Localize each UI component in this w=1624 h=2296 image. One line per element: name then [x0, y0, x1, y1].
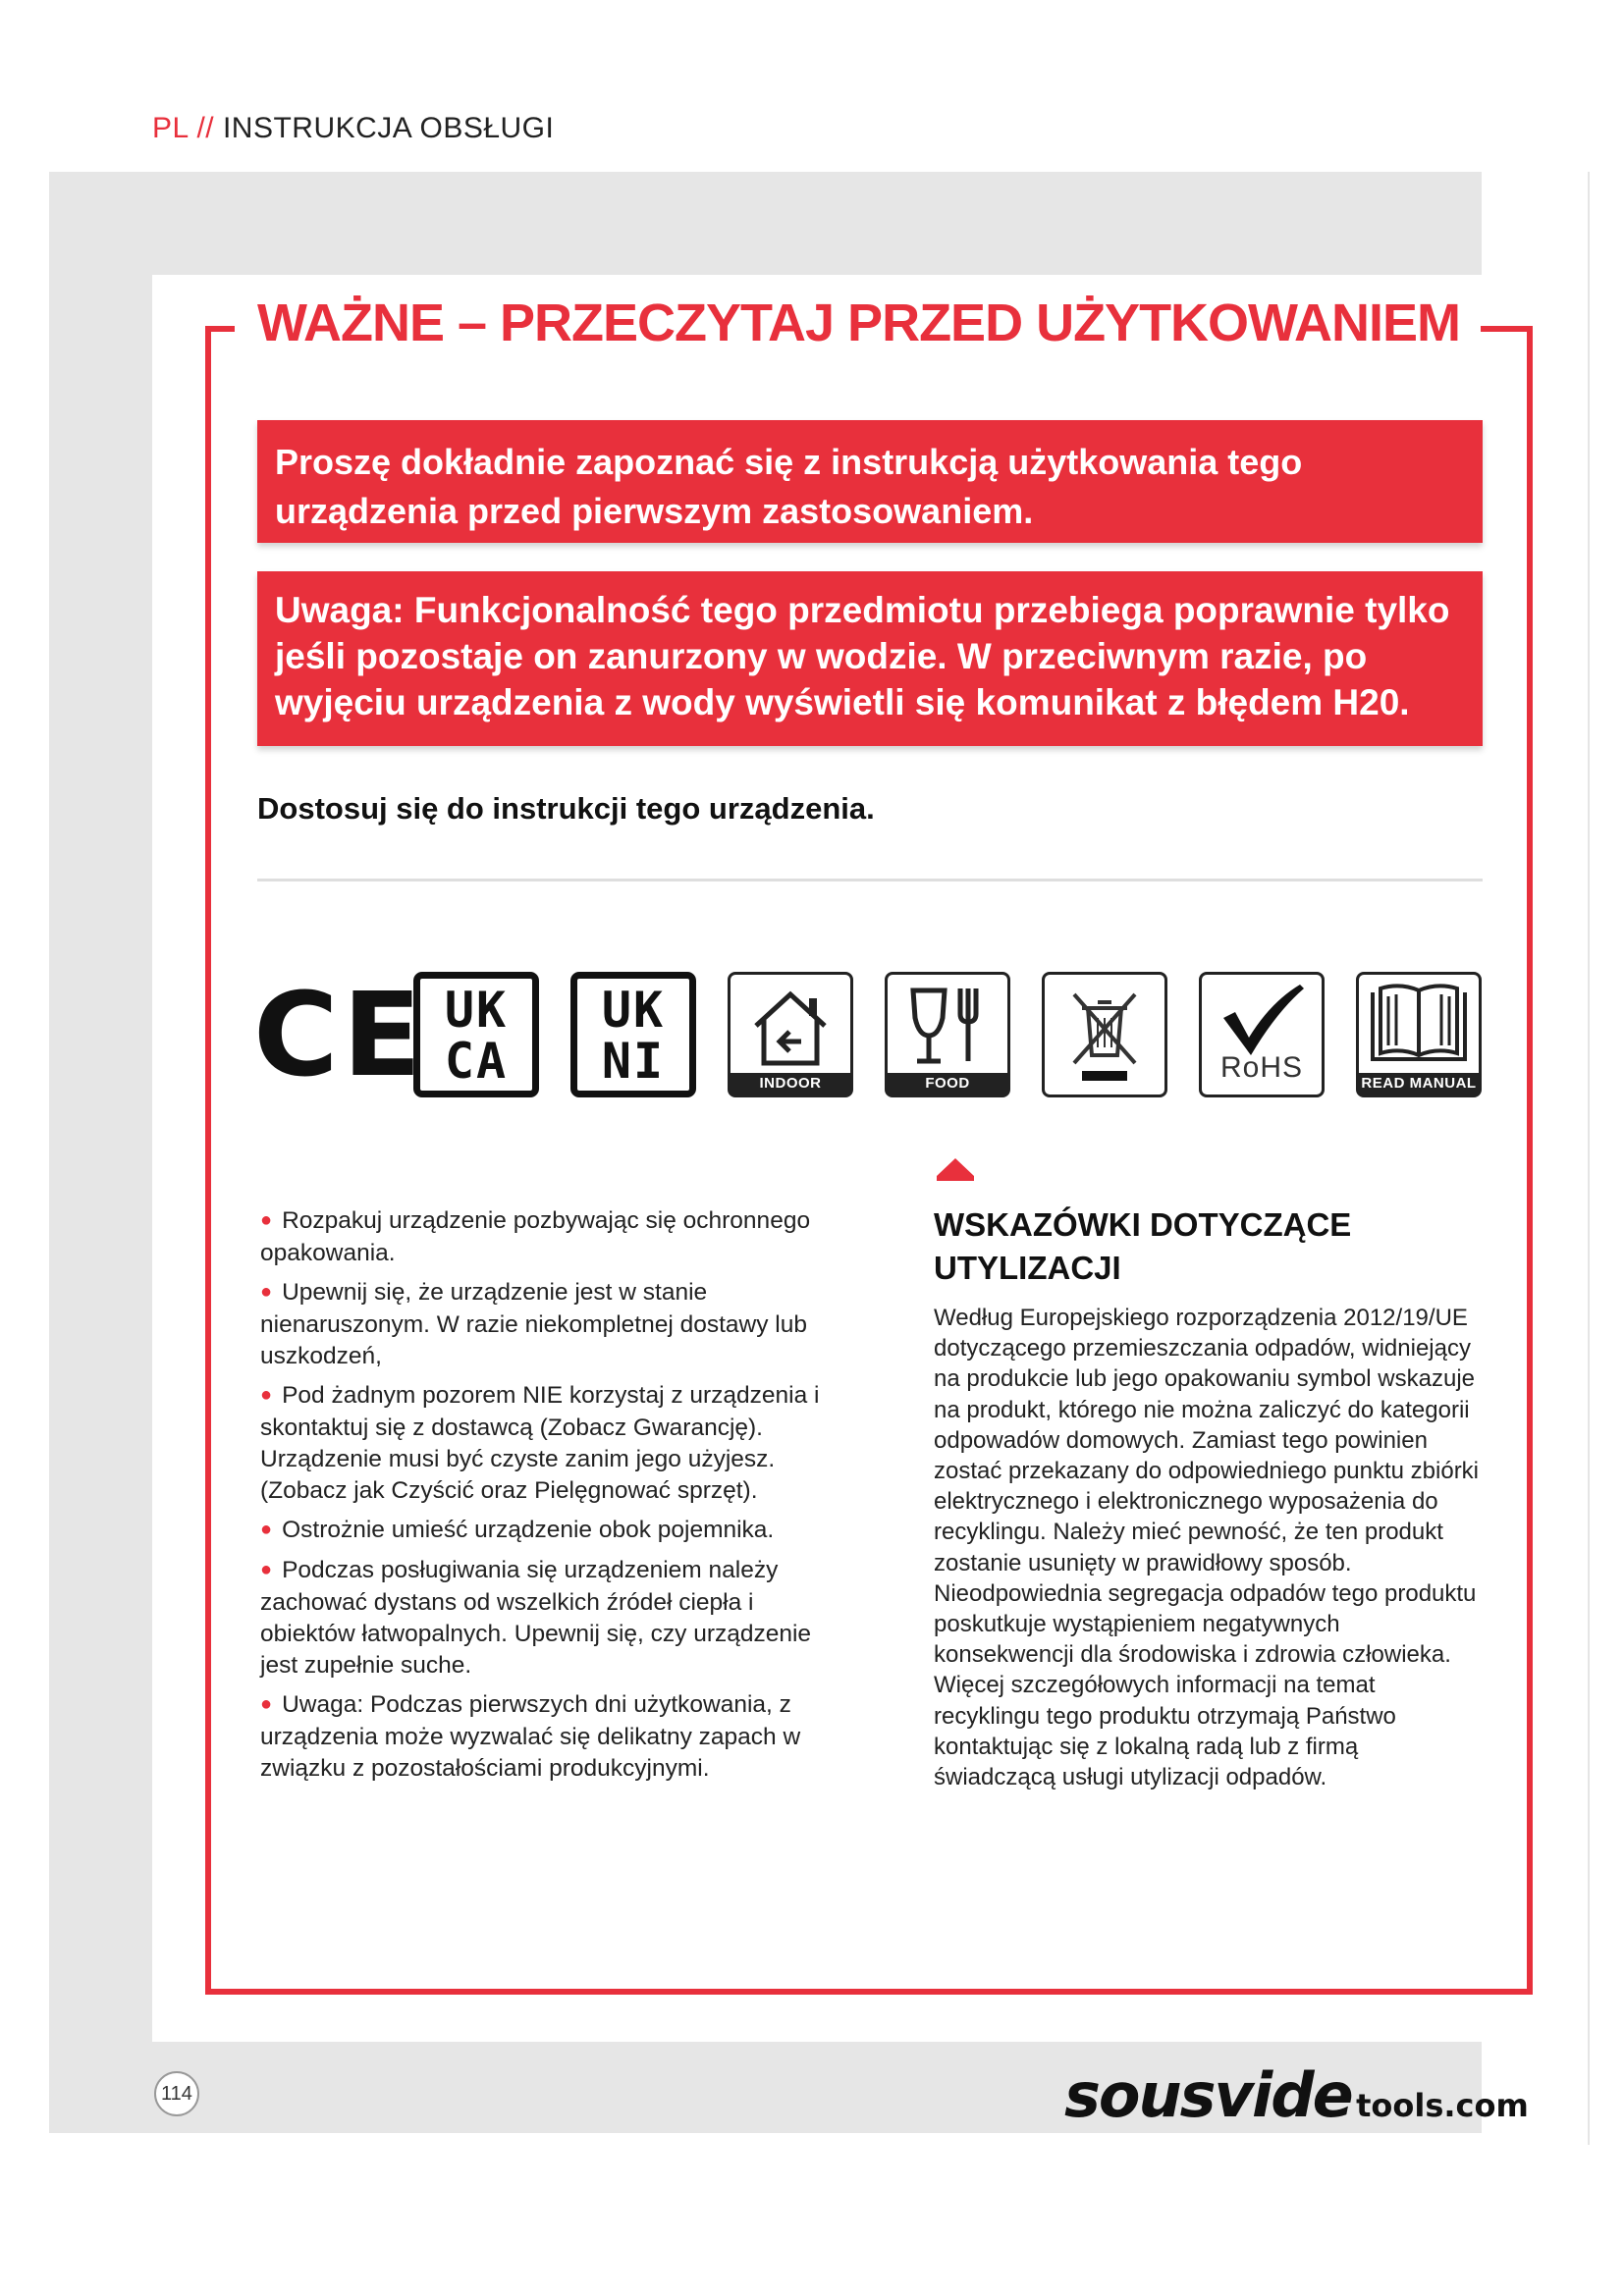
- list-item-text: Ostrożnie umieść urządzenie obok pojemnika.: [282, 1517, 775, 1543]
- list-item: [260, 1277, 849, 1372]
- ukni-bottom-label: NI: [601, 1033, 666, 1090]
- frame-top-left-border: [205, 326, 235, 332]
- bullet-icon: ●: [260, 1384, 273, 1406]
- bullet-icon: ●: [260, 1519, 273, 1540]
- divider: [257, 879, 1483, 881]
- list-item: [260, 1515, 849, 1547]
- bullet-icon: ●: [260, 1281, 273, 1303]
- section-marker-icon: [937, 1158, 974, 1176]
- weee-bin-icon: [1042, 972, 1167, 1097]
- read-manual-icon: [1356, 972, 1482, 1097]
- read-manual-label: READ MANUAL: [1359, 1073, 1479, 1095]
- crossed-bin-icon: [1045, 975, 1164, 1095]
- rohs-icon: [1199, 972, 1325, 1097]
- glass-fork-icon: [888, 975, 1007, 1073]
- notice-box-read-manual: Proszę dokładnie zapoznać się z instrukcją użytkowania tego urządzenia przed pierwszym zastosowaniem.: [257, 420, 1483, 543]
- bullet-icon: ●: [260, 1559, 273, 1580]
- disposal-body: Według Europejskiego rozporządzenia 2012/19/UE dotyczącego przemieszczania odpadów, widniejący na produkcie lub jego opakowaniu symbol wskazuje na produkt, którego nie można zaliczyć do kategorii odpowadów domowych. Zamiast tego powinien zostać przekazany do odpowiedniego punktu zbiórki elektrycznego i elektronicznego wyposażenia do recyklingu. Należy mieć pewność, że ten produkt zostanie usunięty w prawidłowy sposób. Nieodpowiednia segregacja odpadów tego produktu poskutkuje wystąpieniem negatywnych konsekwencji dla środowiska i zdrowia człowieka. Więcej szczegółowych informacji na temat recyklingu tego produktu otrzymają Państwo kontaktując się z lokalną radą lub z firmą świadczącą usługi utylizacji odpadów.: [934, 1305, 1480, 1791]
- notice-subtitle: Dostosuj się do instrukcji tego urządzenia.: [257, 791, 875, 826]
- frame-right-border: [1527, 326, 1533, 1995]
- frame-bottom-border: [205, 1989, 1533, 1995]
- brand-logo: [1064, 2059, 1529, 2131]
- list-item: [260, 1689, 849, 1785]
- food-contact-icon: [885, 972, 1010, 1113]
- list-item-text: Podczas posługiwania się urządzeniem należy zachować dystans od wszelkich źródeł ciepła i obiektów łatwopalnych. Upewnij się, czy urządzenie jest zupełnie suche.: [260, 1557, 812, 1679]
- notice-title: WAŻNE – PRZECZYTAJ PRZED UŻYTKOWANIEM: [257, 294, 1461, 352]
- instructions-list: [260, 1205, 849, 1792]
- list-item-text: Pod żadnym pozorem NIE korzystaj z urządzenia i skontaktuj się z dostawcą (Zobacz Gwarancję). Urządzenie musi być czyste zanim jego użyjesz. (Zobacz jak Czyścić oraz Pielęgnować sprzęt).: [260, 1382, 820, 1504]
- page-edge-rule: [1588, 172, 1590, 2145]
- ukni-mark-icon: [570, 972, 696, 1097]
- notice-box-warning: Uwaga: Funkcjonalność tego przedmiotu przebiega poprawnie tylko jeśli pozostaje on zanurzony w wodzie. W przeciwnym razie, po wyjęciu urządzenia z wody wyświetli się komunikat z błędem H20.: [257, 571, 1483, 746]
- ukca-bottom-label: CA: [444, 1033, 509, 1090]
- rohs-label: RoHS: [1219, 1051, 1304, 1084]
- house-icon: [731, 975, 850, 1073]
- food-contact-label: FOOD CONTACT: [888, 1073, 1007, 1095]
- header-lang: PL: [152, 112, 189, 144]
- ukca-mark-icon: [413, 972, 539, 1097]
- list-item-text: Upewnij się, że urządzenie jest w stanie nienaruszonym. W razie niekompletnej dostawy lub uszkodzeń,: [260, 1279, 807, 1369]
- ukca-top-label: UK: [444, 982, 509, 1039]
- section-marker-base: [937, 1176, 974, 1181]
- page-header: [152, 112, 554, 145]
- disposal-title: WSKAZÓWKI DOTYCZĄCE UTYLIZACJI: [934, 1206, 1352, 1286]
- page-number: 114: [154, 2071, 199, 2116]
- list-item-text: Rozpakuj urządzenie pozbywając się ochronnego opakowania.: [260, 1207, 811, 1266]
- indoor-icon: [728, 972, 853, 1097]
- brand-suffix: tools.com: [1356, 2087, 1529, 2124]
- list-item: [260, 1205, 849, 1269]
- brand-main: sousvide: [1064, 2059, 1352, 2131]
- ukni-top-label: UK: [601, 982, 666, 1039]
- list-item: [260, 1555, 849, 1682]
- header-separator: //: [196, 112, 215, 144]
- list-item-text: Uwaga: Podczas pierwszych dni użytkowania, z urządzenia może wyzwalać się delikatny zapach w związku z pozostałościami produkcyjnymi.: [260, 1691, 801, 1782]
- ce-mark-icon: CE: [253, 967, 426, 1102]
- open-book-icon: [1359, 975, 1479, 1073]
- bullet-icon: ●: [260, 1693, 273, 1715]
- bullet-icon: ●: [260, 1209, 273, 1231]
- indoor-label: INDOOR: [731, 1073, 850, 1095]
- header-title: INSTRUKCJA OBSŁUGI: [222, 112, 555, 144]
- checkmark-icon: [1202, 975, 1322, 1063]
- list-item: [260, 1380, 849, 1507]
- frame-left-border: [205, 326, 211, 1995]
